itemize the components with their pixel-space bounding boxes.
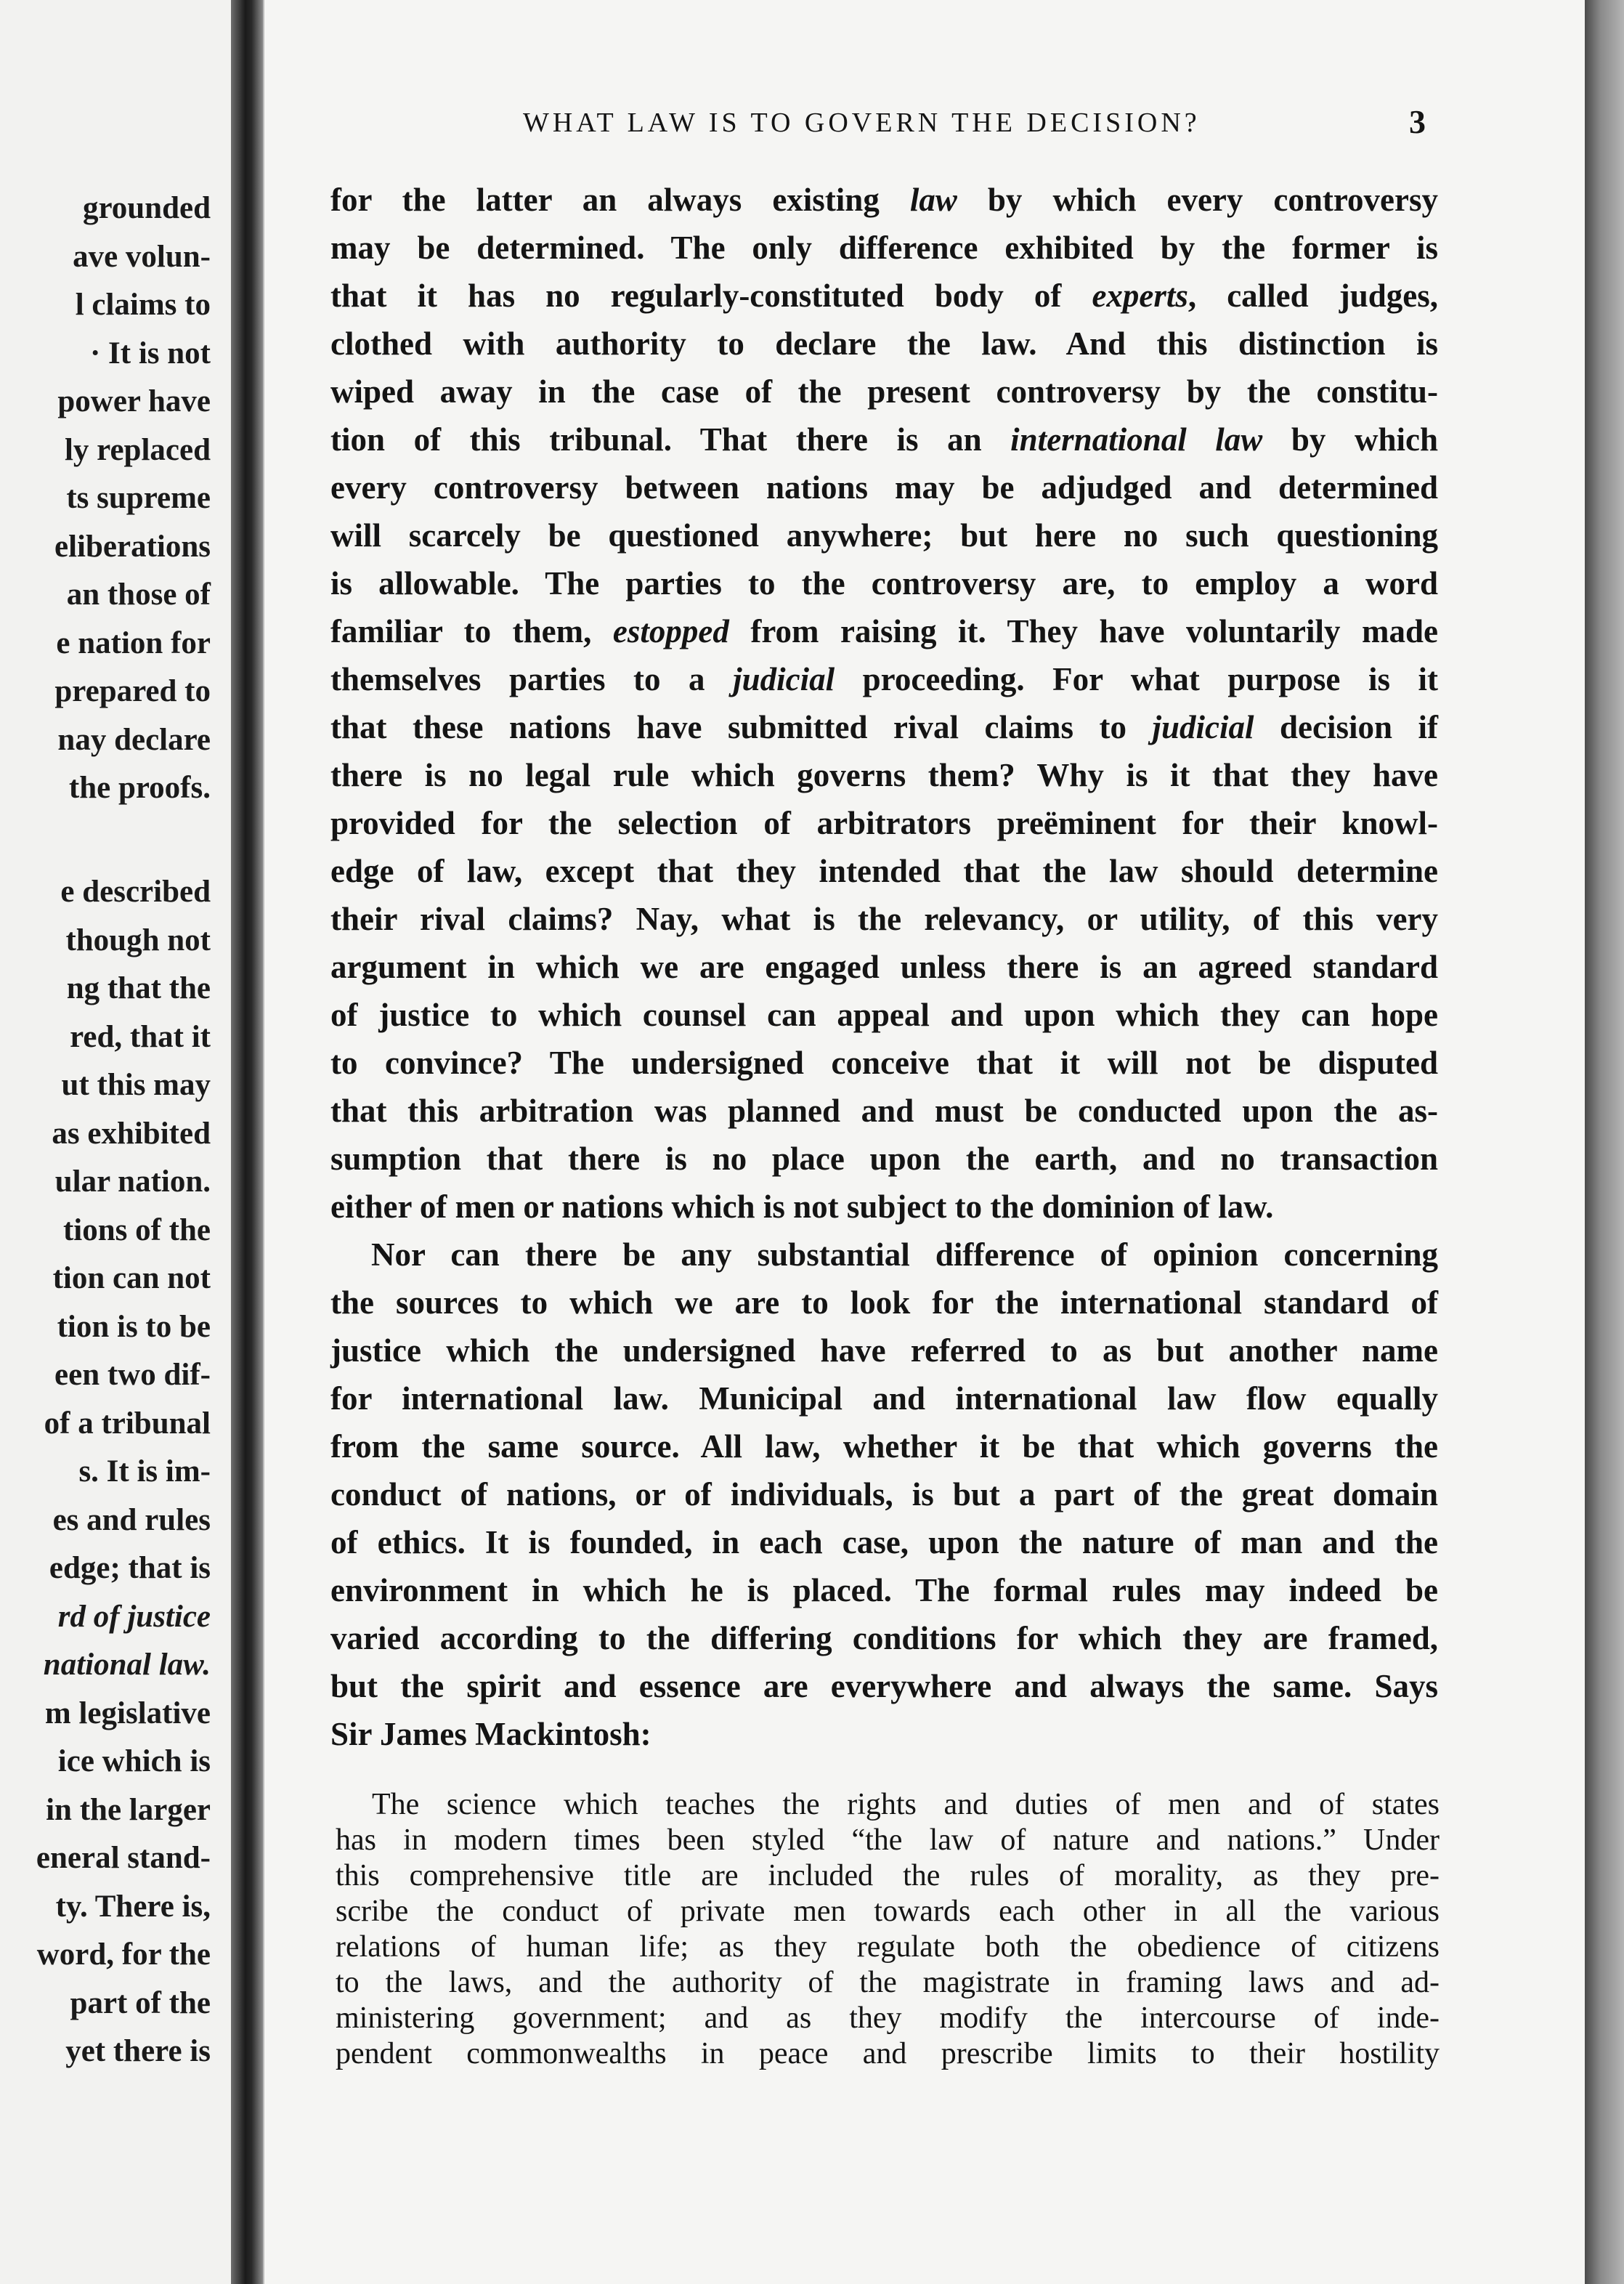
text-line [330, 320, 1438, 368]
text-run: themselves parties to a [330, 661, 734, 697]
left-page-line: m legislative [44, 1696, 211, 1730]
text-run: decision if [1254, 709, 1438, 745]
text-run: argument in which we are engaged unless there is an agreed standard [330, 949, 1438, 985]
italic-term: judicial [733, 661, 835, 697]
left-page-line: es and rules [52, 1502, 211, 1537]
text-line [330, 559, 1438, 607]
text-run: clothed with authority to declare the law. And this distinction is [330, 325, 1438, 362]
italic-term: international law [1010, 421, 1263, 458]
left-page-line: the proofs. [68, 771, 211, 805]
text-run: that these nations have submitted rival claims to [330, 709, 1153, 745]
left-page-line: ice which is [57, 1744, 211, 1778]
block-quote [336, 1787, 1440, 2072]
left-page-line: in the larger [46, 1792, 211, 1827]
quote-line: scribe the conduct of private men towards each other in all the various [336, 1895, 1440, 1928]
text-line [330, 895, 1438, 943]
text-line [330, 1087, 1438, 1135]
left-page-line: national law. [43, 1648, 211, 1682]
left-page-line: tion is to be [57, 1309, 211, 1344]
text-line: environment in which he is placed. The formal rules may indeed be [330, 1572, 1438, 1608]
text-line [330, 847, 1438, 895]
left-page-line: ly replaced [64, 432, 211, 467]
text-run: edge of law, except that they intended that the law should determine [330, 853, 1438, 889]
italic-term: experts [1092, 278, 1188, 314]
text-line [330, 703, 1438, 751]
text-run: is allowable. The parties to the controversy are, to employ a word [330, 565, 1438, 602]
text-line: the sources to which we are to look for the international standard of [330, 1284, 1438, 1321]
text-run: of justice to which counsel can appeal and upon which they can hope [330, 997, 1438, 1033]
page-edge-shadow [1585, 0, 1624, 2284]
left-facing-page [0, 0, 231, 2284]
text-line: from the same source. All law, whether it be that which governs the [330, 1428, 1438, 1465]
quote-line: relations of human life; as they regulate both the obedience of citizens [336, 1930, 1440, 1964]
text-run: , called judges, [1187, 278, 1438, 314]
left-page-line: word, for the [36, 1937, 211, 1972]
page-number: 3 [1409, 103, 1426, 140]
left-page-line: e nation for [56, 625, 211, 660]
quote-line: has in modern times been styled “the law of nature and nations.” Under [336, 1823, 1440, 1857]
running-head [261, 103, 1438, 150]
left-page-line: prepared to [54, 674, 211, 708]
text-run: wiped away in the case of the present controversy by the constitu- [330, 373, 1438, 410]
text-run: that it has no regularly-constituted body of [330, 278, 1092, 314]
left-page-line: of a tribunal [44, 1406, 211, 1441]
left-page-line: e described [60, 875, 211, 909]
text-line [330, 272, 1438, 320]
text-line [330, 1183, 1438, 1231]
text-line [330, 1039, 1438, 1087]
left-page-line: · It is not [89, 336, 211, 370]
text-line [330, 368, 1438, 416]
text-line: conduct of nations, or of individuals, is but a part of the great domain [330, 1476, 1438, 1512]
text-run: familiar to them, [330, 613, 613, 649]
left-page-line: ut this may [61, 1068, 211, 1102]
left-page-line: rd of justice [57, 1599, 211, 1634]
text-line [330, 1135, 1438, 1183]
text-run: either of men or nations which is not subject to the dominion of law. [330, 1188, 1274, 1225]
italic-term: estopped [612, 613, 729, 649]
text-line: but the spirit and essence are everywhere and always the same. Says [330, 1668, 1438, 1704]
book-gutter [231, 0, 263, 2284]
left-page-line: though not [65, 923, 211, 957]
left-page-line: tions of the [62, 1212, 211, 1247]
body-text [330, 176, 1438, 1758]
left-page-line: ty. There is, [55, 1889, 211, 1924]
left-page-line: een two dif- [54, 1358, 211, 1392]
text-run: may be determined. The only difference exhibited by the former is [330, 230, 1438, 266]
quote-line: ministering government; and as they modify the intercourse of inde- [336, 2001, 1440, 2035]
text-line: Nor can there be any substantial difference of opinion concerning [371, 1236, 1438, 1273]
left-page-line: power have [57, 384, 211, 418]
quote-line: this comprehensive title are included the rules of morality, as they pre- [336, 1859, 1440, 1892]
text-line: Sir James Mackintosh: [330, 1716, 651, 1752]
quote-line: to the laws, and the authority of the magistrate in framing laws and ad- [336, 1966, 1440, 1999]
text-line [330, 655, 1438, 703]
left-page-line: ular nation. [54, 1165, 211, 1199]
text-line [330, 991, 1438, 1039]
text-run: tion of this tribunal. That there is an [330, 421, 1011, 458]
left-page-line: nay declare [57, 722, 211, 757]
text-line [330, 176, 1438, 224]
left-page-line: grounded [82, 191, 211, 225]
running-title: WHAT LAW IS TO GOVERN THE DECISION? [523, 108, 1201, 138]
left-page-line: part of the [70, 1985, 211, 2020]
text-run: proceeding. For what purpose is it [835, 661, 1438, 697]
text-line [330, 607, 1438, 655]
left-page-line: s. It is im- [78, 1454, 211, 1489]
italic-term: judicial [1152, 709, 1254, 745]
left-page-line: eliberations [54, 529, 211, 564]
left-page-line: eneral stand- [36, 1841, 211, 1875]
left-page-line: an those of [66, 578, 211, 612]
quote-line: The science which teaches the rights and duties of men and of states [372, 1788, 1440, 1821]
left-page-line: ts supreme [66, 481, 211, 515]
left-page-line: l claims to [75, 288, 211, 322]
text-run: to convince? The undersigned conceive that it will not be disputed [330, 1045, 1438, 1081]
text-run: sumption that there is no place upon the earth, and no transaction [330, 1141, 1438, 1177]
text-line: varied according to the differing conditions for which they are framed, [330, 1620, 1438, 1656]
left-page-line: tion can not [52, 1261, 211, 1295]
text-run: that this arbitration was planned and must be conducted upon the as- [330, 1093, 1438, 1129]
text-run: there is no legal rule which governs them? Why is it that they have [330, 757, 1438, 793]
text-run: every controversy between nations may be adjudged and determined [330, 469, 1438, 506]
italic-term: law [909, 182, 957, 218]
text-line: for international law. Municipal and international law flow equally [330, 1380, 1438, 1417]
text-line [330, 751, 1438, 799]
text-run: by which [1262, 421, 1438, 458]
left-page-line: yet there is [65, 2034, 211, 2068]
text-line: of ethics. It is founded, in each case, upon the nature of man and the [330, 1524, 1438, 1560]
text-run: by which every controversy [957, 182, 1439, 218]
text-line [330, 799, 1438, 847]
text-line [330, 224, 1438, 272]
text-line [330, 511, 1438, 559]
text-line: justice which the undersigned have referred to as but another name [330, 1332, 1438, 1369]
left-page-line: ave volun- [73, 239, 211, 274]
left-page-line: ng that the [66, 971, 211, 1005]
text-line [330, 943, 1438, 991]
text-run: provided for the selection of arbitrators preëminent for their knowl- [330, 805, 1438, 841]
text-line [330, 416, 1438, 463]
quote-line: pendent commonwealths in peace and prescribe limits to their hostility [336, 2037, 1440, 2070]
left-page-line: edge; that is [49, 1551, 211, 1585]
text-line [330, 463, 1438, 511]
left-page-line: red, that it [70, 1019, 211, 1054]
text-run: their rival claims? Nay, what is the relevancy, or utility, of this very [330, 901, 1438, 937]
text-run: will scarcely be questioned anywhere; but here no such questioning [330, 517, 1438, 554]
left-page-line: as exhibited [52, 1116, 211, 1151]
text-run: from raising it. They have voluntarily made [728, 613, 1438, 649]
text-run: for the latter an always existing [330, 182, 910, 218]
